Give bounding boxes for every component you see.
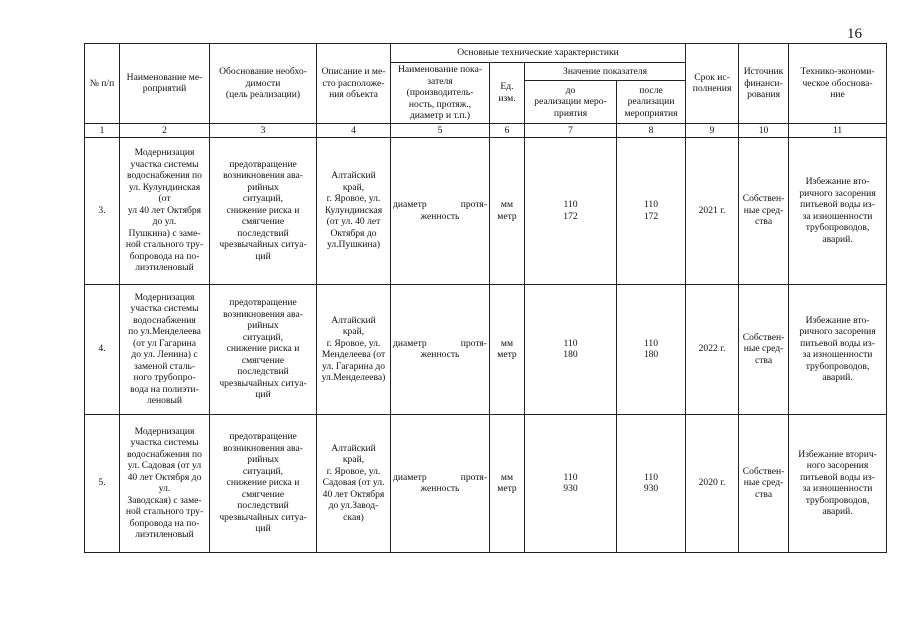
param-length-rest: женность: [420, 349, 460, 360]
deadline: 2021 г.: [686, 137, 739, 284]
row-number: 3.: [85, 137, 120, 284]
header-deadline: Срок ис- полнения: [686, 44, 739, 124]
economic-justification: Избежание вто- ричного засорения питьевой воды из- за изношенности трубопроводов, аварий.: [789, 284, 887, 414]
value-after: 110 172: [617, 137, 686, 284]
col-number: 3: [210, 123, 317, 137]
col-number: 4: [317, 123, 391, 137]
measure-justification: предотвращение возникновения ава- рийных ситуаций, снижение риска и смягчение последствий чрезвычайных ситуа- ций: [210, 414, 317, 552]
col-number: 2: [120, 123, 210, 137]
header-justification: Обоснование необхо- димости (цель реализации): [210, 44, 317, 124]
col-number: 9: [686, 123, 739, 137]
object-location: Алтайский край, г. Яровое, ул. Кулундинская (от ул. 40 лет Октября до ул.Пушкина): [317, 137, 391, 284]
header-value-group: Значение показателя: [525, 63, 686, 81]
value-after: 110 180: [617, 284, 686, 414]
parameter-name: [391, 414, 490, 552]
column-numbers-row: [85, 123, 887, 137]
header-param-name: Наименование пока- зателя (производитель- ность, протяж., диаметр и т.п.): [391, 63, 490, 124]
funding-source: Собствен- ные сред- ства: [739, 284, 789, 414]
col-number: 11: [789, 123, 887, 137]
header-unit: Ед. изм.: [490, 63, 525, 124]
header-before: до реализации меро- приятия: [525, 81, 617, 123]
row-number: 4.: [85, 284, 120, 414]
measure-justification: предотвращение возникновения ава- рийных ситуаций, снижение риска и смягчение последствий чрезвычайных ситуа- ций: [210, 137, 317, 284]
parameter-name: [391, 137, 490, 284]
economic-justification: Избежание вто- ричного засорения питьевой воды из- за изношенности трубопроводов, аварий.: [789, 137, 887, 284]
economic-justification: Избежание вторич- ного засорения питьевой воды из- за изношенности трубопроводов, аварий.: [789, 414, 887, 552]
table-row: [85, 284, 887, 414]
header-after: после реализации мероприятия: [617, 81, 686, 123]
header-name: Наименование ме- роприятий: [120, 44, 210, 124]
unit: мм метр: [490, 137, 525, 284]
param-length-part: протя-: [460, 337, 487, 349]
value-after: 110 930: [617, 414, 686, 552]
header-no: № п/п: [85, 44, 120, 124]
value-before: 110 180: [525, 284, 617, 414]
param-length-rest: женность: [420, 483, 460, 494]
row-number: 5.: [85, 414, 120, 552]
page-number: 16: [847, 26, 862, 42]
measure-name: Модернизация участка системы водоснабжения по ул.Менделеева (от ул Гагарина до ул. Ленина) с заменой сталь- ного трубопро- вода на полиэти- леновый: [120, 284, 210, 414]
parameter-name: [391, 284, 490, 414]
param-length-part: протя-: [460, 199, 487, 210]
param-length-part: протя-: [460, 471, 487, 483]
col-number: 10: [739, 123, 789, 137]
param-diameter: диаметр: [393, 199, 427, 210]
deadline: 2020 г.: [686, 414, 739, 552]
measure-name: Модернизация участка системы водоснабжения по ул. Кулундинская (от ул 40 лет Октября до ул. Пушкина) с заме- ной стального тру- бопровода на по- лиэтиленовый: [120, 137, 210, 284]
header-funding: Источник финанси- рования: [739, 44, 789, 124]
param-length-rest: женность: [420, 210, 460, 222]
header-economic: Технико-экономи- ческое обоснова- ние: [789, 44, 887, 124]
table-row: [85, 137, 887, 284]
deadline: 2022 г.: [686, 284, 739, 414]
param-diameter: диаметр: [393, 471, 427, 483]
table-row: [85, 414, 887, 552]
col-number: 1: [85, 123, 120, 137]
measures-table: [84, 43, 887, 553]
header-tech-group: Основные технические характеристики: [391, 44, 686, 63]
unit: мм метр: [490, 284, 525, 414]
measure-justification: предотвращение возникновения ава- рийных ситуаций, снижение риска и смягчение последствий чрезвычайных ситуа- ций: [210, 284, 317, 414]
funding-source: Собствен- ные сред- ства: [739, 137, 789, 284]
param-diameter: диаметр: [393, 337, 427, 349]
value-before: 110 172: [525, 137, 617, 284]
header-location: Описание и ме- сто расположе- ния объекта: [317, 44, 391, 124]
value-before: 110 930: [525, 414, 617, 552]
col-number: 8: [617, 123, 686, 137]
measure-name: Модернизация участка системы водоснабжения по ул. Садовая (от ул 40 лет Октября до ул. Заводская) с заме- ной стального тру- бопровода на по- лиэтиленовый: [120, 414, 210, 552]
object-location: Алтайский край, г. Яровое, ул. Менделеева (от ул. Гагарина до ул.Менделеева): [317, 284, 391, 414]
col-number: 5: [391, 123, 490, 137]
col-number: 7: [525, 123, 617, 137]
header-row-1: [85, 44, 887, 63]
unit: мм метр: [490, 414, 525, 552]
col-number: 6: [490, 123, 525, 137]
funding-source: Собствен- ные сред- ства: [739, 414, 789, 552]
object-location: Алтайский край, г. Яровое, ул. Садовая (от ул. 40 лет Октября до ул.Завод- ская): [317, 414, 391, 552]
